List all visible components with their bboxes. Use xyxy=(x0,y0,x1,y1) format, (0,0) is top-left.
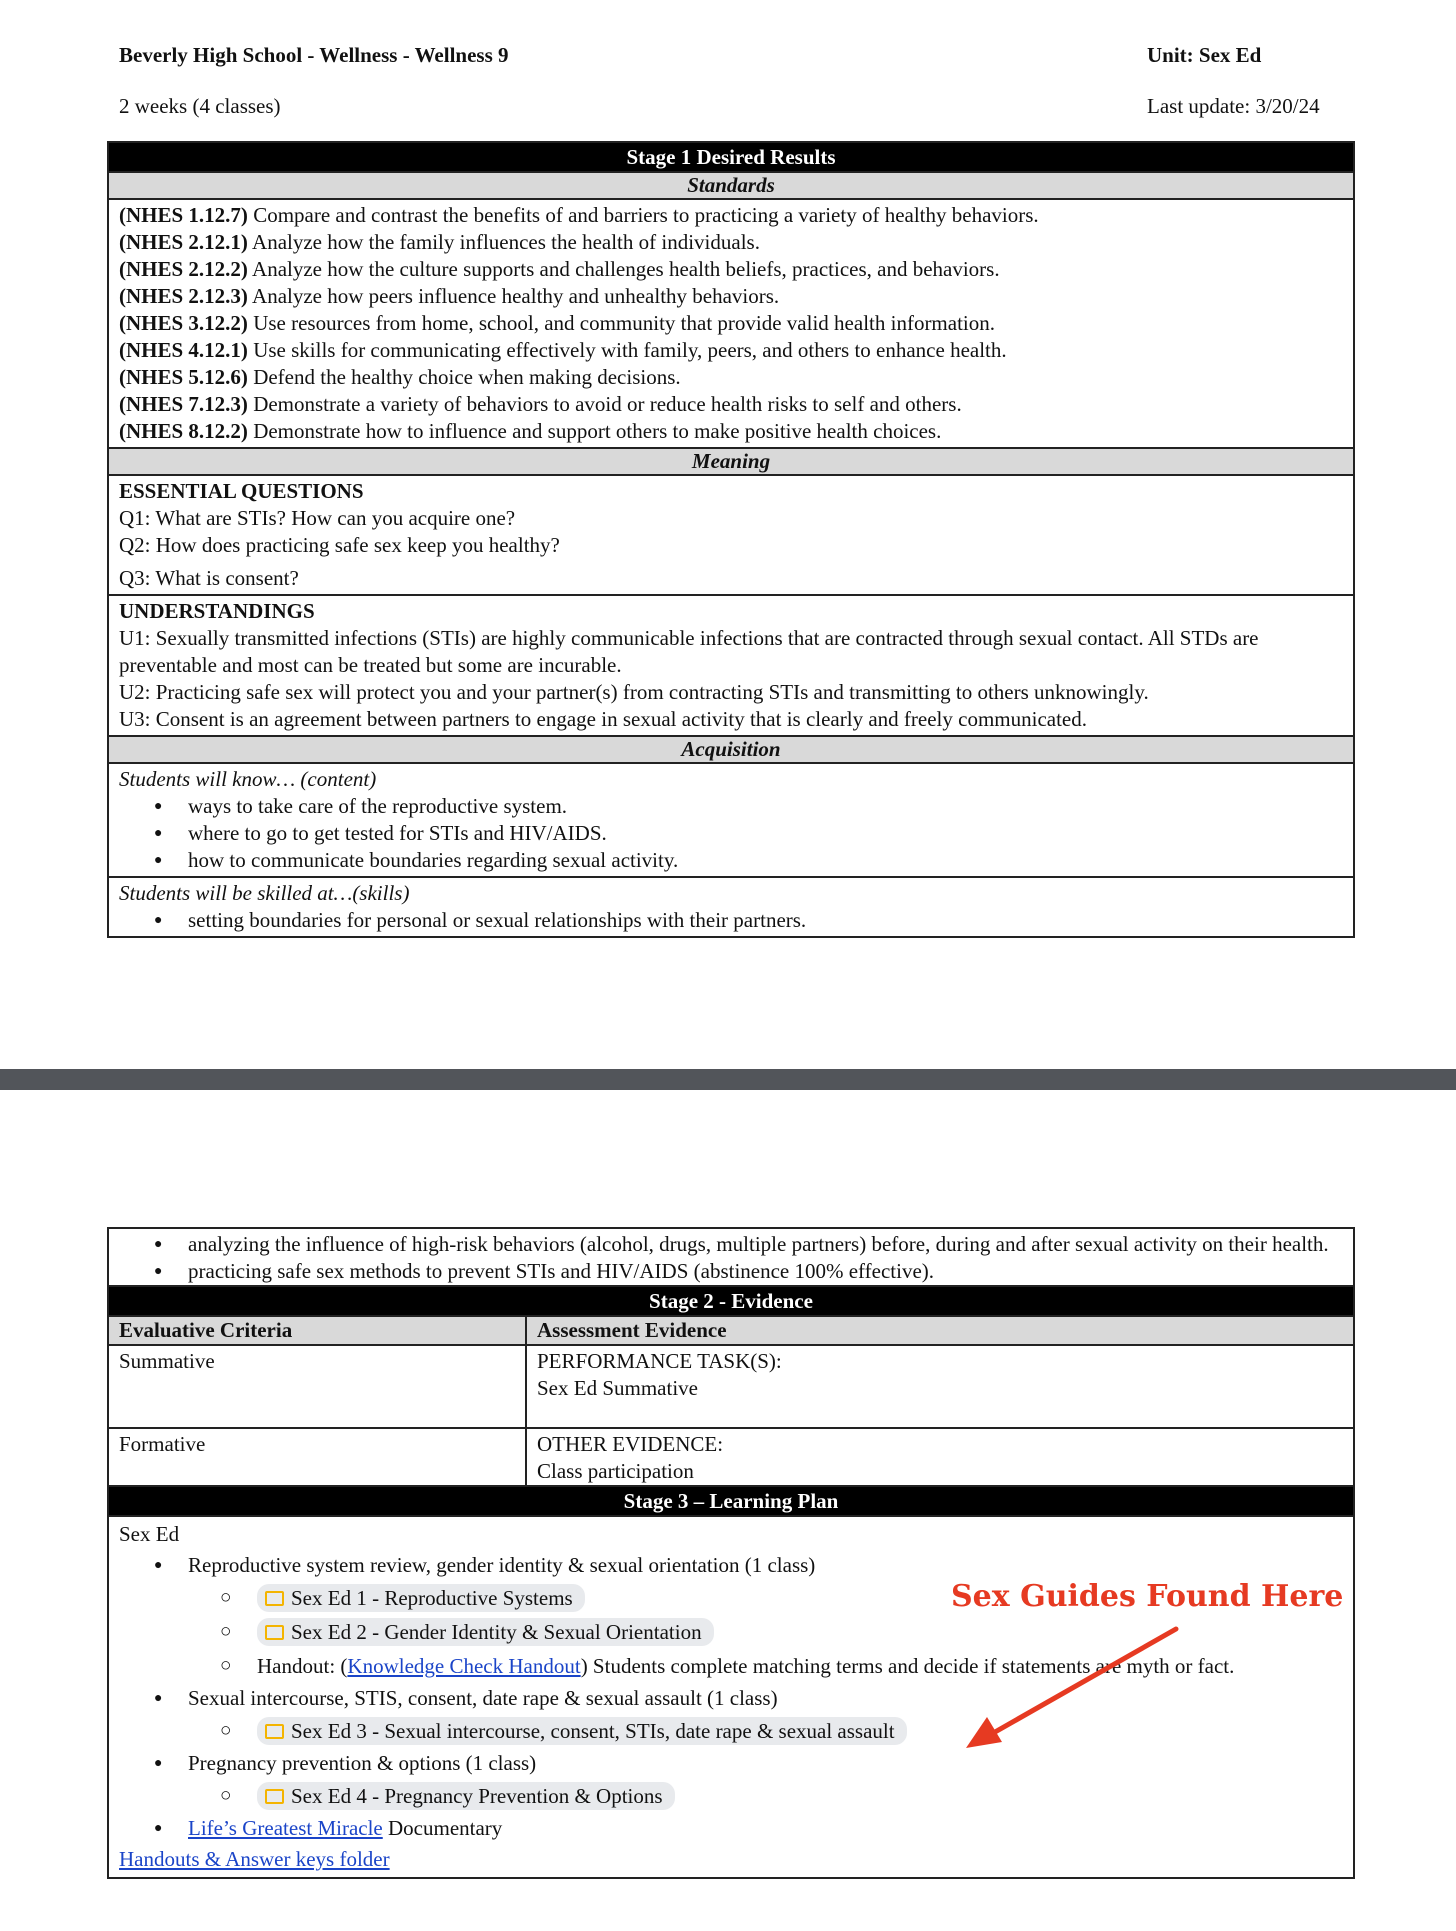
standards-list xyxy=(108,199,1354,448)
formative-name: Class participation xyxy=(537,1459,694,1483)
understandings xyxy=(108,595,1354,736)
list-item: ● practicing safe sex methods to prevent STIs and HIV/AIDS (abstinence 100% effective). xyxy=(119,1258,1343,1285)
annotation-text: Sex Guides Found Here xyxy=(951,1579,1344,1614)
understanding: U3: Consent is an agreement between partners to engage in sexual activity that is clearly and freely communicated. xyxy=(119,707,1087,731)
summative-name: Sex Ed Summative xyxy=(537,1376,698,1400)
slides-chip-4[interactable]: Sex Ed 4 - Pregnancy Prevention & Options xyxy=(257,1782,675,1810)
eq-heading: ESSENTIAL QUESTIONS xyxy=(119,479,364,503)
skills-continued xyxy=(108,1228,1354,1286)
acquisition-heading: Acquisition xyxy=(108,736,1354,763)
standard-item: (NHES 5.12.6) Defend the healthy choice when making decisions. xyxy=(119,365,681,389)
standard-item: (NHES 4.12.1) Use skills for communicating effectively with family, peers, and others to enhance health. xyxy=(119,338,1007,362)
skills-heading: Students will be skilled at…(skills) xyxy=(119,881,410,905)
understanding: U1: Sexually transmitted infections (STIs) are highly communicable infections that are contracted through sexual contact. All STDs are preventable and most can be treated but some are incurable. xyxy=(119,626,1259,677)
question: Q1: What are STIs? How can you acquire one? xyxy=(119,506,516,530)
handouts-folder-link[interactable]: Handouts & Answer keys folder xyxy=(119,1847,390,1871)
standard-item: (NHES 2.12.2) Analyze how the culture supports and challenges health beliefs, practices, and behaviors. xyxy=(119,257,1000,281)
documentary-link[interactable]: Life’s Greatest Miracle xyxy=(188,1816,383,1840)
question: Q2: How does practicing safe sex keep you healthy? xyxy=(119,533,560,557)
annotation-arrow-icon xyxy=(950,1625,1180,1755)
lesson-title: Pregnancy prevention & options (1 class) xyxy=(188,1751,537,1775)
lesson-title: Sexual intercourse, STIS, consent, date rape & sexual assault (1 class) xyxy=(188,1686,778,1710)
standards-heading: Standards xyxy=(108,172,1354,199)
slides-icon xyxy=(265,1625,284,1640)
learning-plan-intro: Sex Ed xyxy=(119,1522,180,1546)
slides-icon xyxy=(265,1789,284,1804)
formative-label: Formative xyxy=(108,1428,526,1486)
summative-evidence xyxy=(526,1345,1354,1428)
stage1-title: Stage 1 Desired Results xyxy=(108,142,1354,172)
performance-task-label: PERFORMANCE TASK(S): xyxy=(537,1349,782,1373)
duration: 2 weeks (4 classes) xyxy=(119,94,281,118)
other-evidence-label: OTHER EVIDENCE: xyxy=(537,1432,724,1456)
meaning-heading: Meaning xyxy=(108,448,1354,475)
know-section xyxy=(108,763,1354,877)
standard-item: (NHES 8.12.2) Demonstrate how to influence and support others to make positive health choices. xyxy=(119,419,942,443)
course-title: Beverly High School - Wellness - Wellness 9 xyxy=(119,43,509,67)
und-heading: UNDERSTANDINGS xyxy=(119,599,315,623)
list-item: ● analyzing the influence of high-risk behaviors (alcohol, drugs, multiple partners) before, during and after sexual activity on their health. xyxy=(119,1231,1343,1258)
stage3-title: Stage 3 – Learning Plan xyxy=(108,1486,1354,1516)
know-heading: Students will know… (content) xyxy=(119,767,377,791)
question: Q3: What is consent? xyxy=(119,566,299,590)
formative-evidence xyxy=(526,1428,1354,1486)
standard-item: (NHES 7.12.3) Demonstrate a variety of behaviors to avoid or reduce health risks to self and others. xyxy=(119,392,962,416)
list-item: ● ways to take care of the reproductive system. xyxy=(119,793,1343,820)
lesson-title: Reproductive system review, gender identity & sexual orientation (1 class) xyxy=(188,1553,816,1577)
standard-item: (NHES 3.12.2) Use resources from home, school, and community that provide valid health information. xyxy=(119,311,996,335)
page-divider xyxy=(0,1069,1456,1090)
stage2-title: Stage 2 - Evidence xyxy=(108,1286,1354,1316)
last-update: Last update: 3/20/24 xyxy=(1147,94,1320,118)
slides-icon xyxy=(265,1724,284,1739)
standard-item: (NHES 2.12.1) Analyze how the family influences the health of individuals. xyxy=(119,230,760,254)
standard-item: (NHES 2.12.3) Analyze how peers influence healthy and unhealthy behaviors. xyxy=(119,284,780,308)
understanding: U2: Practicing safe sex will protect you and your partner(s) from contracting STIs and transmitting to others unknowingly. xyxy=(119,680,1149,704)
list-item: ● setting boundaries for personal or sexual relationships with their partners. xyxy=(119,907,1343,934)
list-item: ● where to go to get tested for STIs and HIV/AIDS. xyxy=(119,820,1343,847)
slides-chip-3[interactable]: Sex Ed 3 - Sexual intercourse, consent, STIs, date rape & sexual assault xyxy=(257,1717,907,1745)
handout-item: ○ Handout: (Knowledge Check Handout) Students complete matching terms and decide if statements are myth or fact. xyxy=(188,1649,1343,1683)
slides-icon xyxy=(265,1591,284,1606)
list-item: ● Life’s Greatest Miracle Documentary xyxy=(119,1813,1343,1844)
knowledge-check-link[interactable]: Knowledge Check Handout xyxy=(347,1654,581,1678)
stage1-table xyxy=(107,141,1355,938)
list-item: ● how to communicate boundaries regarding sexual activity. xyxy=(119,847,1343,874)
essential-questions xyxy=(108,475,1354,595)
standard-item: (NHES 1.12.7) Compare and contrast the benefits of and barriers to practicing a variety of healthy behaviors. xyxy=(119,203,1039,227)
slides-chip-2[interactable]: Sex Ed 2 - Gender Identity & Sexual Orientation xyxy=(257,1618,714,1646)
slides-chip-1[interactable]: Sex Ed 1 - Reproductive Systems xyxy=(257,1584,585,1612)
skills-section xyxy=(108,877,1354,937)
col-evaluative: Evaluative Criteria xyxy=(108,1316,526,1345)
unit-title: Unit: Sex Ed xyxy=(1147,43,1262,67)
col-assessment: Assessment Evidence xyxy=(526,1316,1354,1345)
list-item xyxy=(119,1748,1343,1813)
summative-label: Summative xyxy=(108,1345,526,1428)
stage2-3-table xyxy=(107,1227,1355,1879)
